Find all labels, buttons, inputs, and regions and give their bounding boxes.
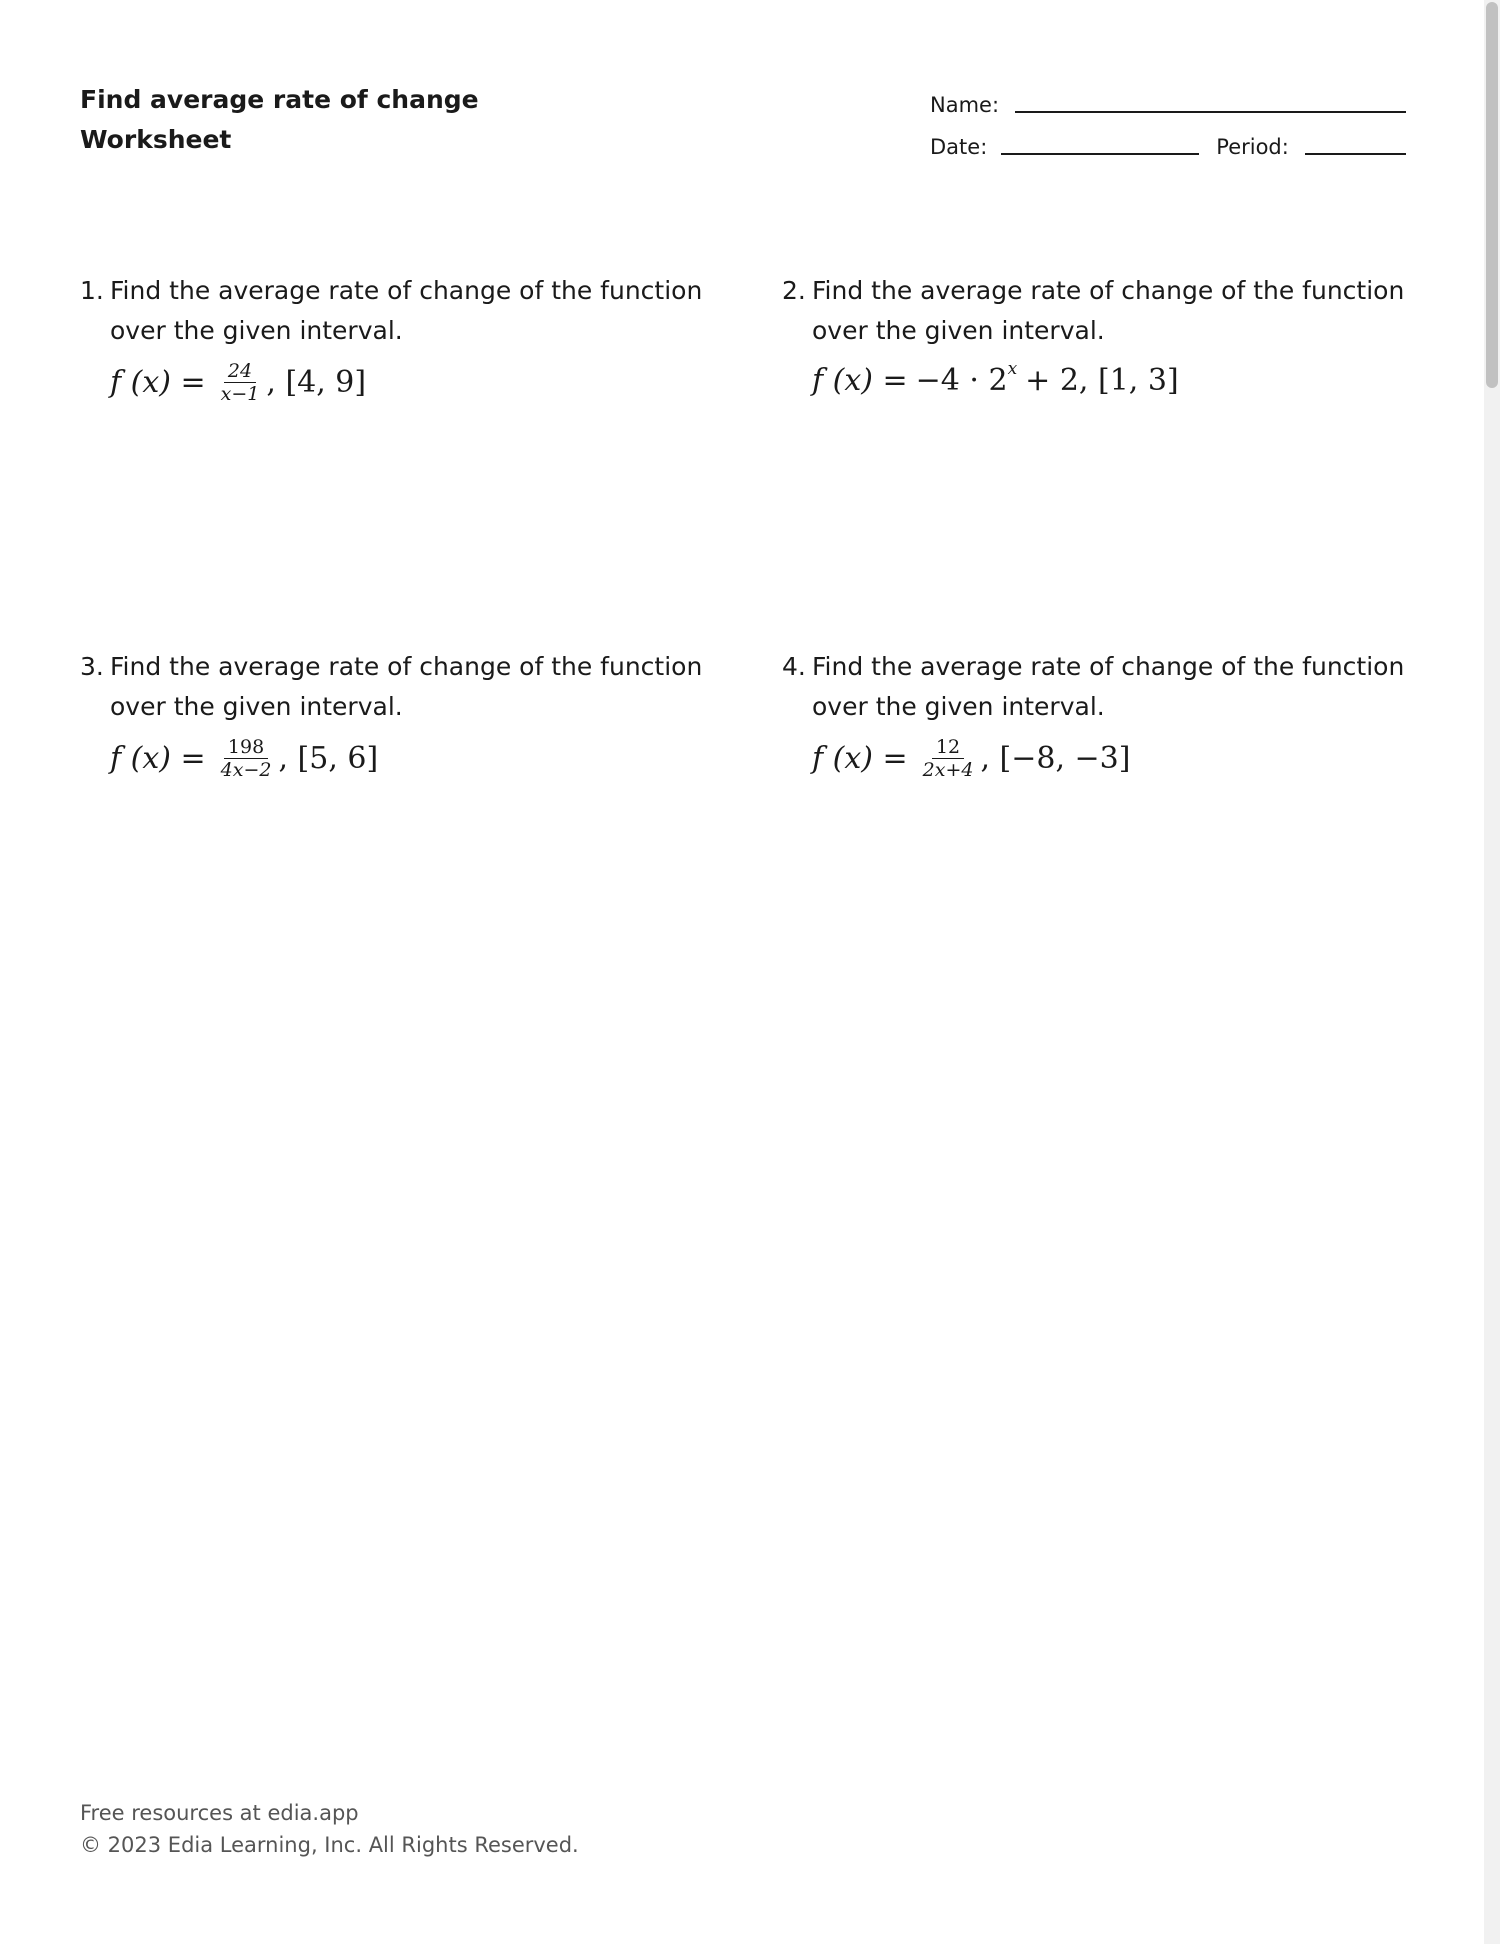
- problem-4: [782, 647, 1422, 780]
- interval: , [−8, −3]: [980, 740, 1131, 776]
- problem-number: 3.: [80, 652, 104, 681]
- fraction: [217, 361, 264, 404]
- date-label: Date:: [930, 135, 988, 159]
- problem-number: 2.: [782, 276, 806, 305]
- problem-equation: [110, 361, 720, 404]
- date-blank-line: [1001, 152, 1199, 155]
- fraction-numerator: 12: [932, 737, 964, 759]
- function-lhs: f (x) =: [110, 364, 206, 400]
- period-label: Period:: [1216, 135, 1289, 159]
- problem-3: [80, 647, 720, 780]
- problem-prompt: Find the average rate of change of the function over the given interval.: [110, 276, 703, 345]
- title-line-2: Worksheet: [80, 125, 232, 154]
- function-lhs: f (x) =: [812, 363, 908, 398]
- fraction-denominator: x−1: [220, 383, 260, 405]
- fraction-denominator: 2x+4: [922, 759, 974, 781]
- problem-equation: [110, 737, 720, 780]
- interval: , [1, 3]: [1078, 363, 1179, 398]
- scrollbar-thumb[interactable]: [1486, 2, 1498, 388]
- function-lhs: f (x) =: [812, 740, 908, 776]
- worksheet-title: [80, 80, 479, 160]
- problem-1: [80, 271, 720, 404]
- expression-tail: + 2: [1025, 363, 1079, 398]
- problem-number: 4.: [782, 652, 806, 681]
- problem-prompt: Find the average rate of change of the function over the given interval.: [812, 652, 1405, 721]
- problem-prompt: Find the average rate of change of the function over the given interval.: [812, 276, 1405, 345]
- problem-equation: [812, 361, 1422, 401]
- footer-resources: Free resources at edia.app: [80, 1801, 359, 1825]
- name-label: Name:: [930, 93, 1000, 117]
- fraction-denominator: 4x−2: [220, 759, 272, 781]
- problem-equation: [812, 737, 1422, 780]
- name-field: [930, 87, 1406, 121]
- fraction: [919, 737, 978, 780]
- footer-copyright: © 2023 Edia Learning, Inc. All Rights Reserved.: [80, 1833, 579, 1857]
- problem-number: 1.: [80, 276, 104, 305]
- fraction-numerator: 24: [224, 361, 256, 383]
- function-lhs: f (x) =: [110, 740, 206, 776]
- problem-2: [782, 271, 1422, 401]
- vertical-scrollbar[interactable]: [1484, 0, 1500, 1944]
- interval: , [5, 6]: [278, 740, 379, 776]
- name-blank-line: [1015, 110, 1406, 113]
- fraction-numerator: 198: [224, 737, 268, 759]
- exponent: x: [1007, 359, 1018, 379]
- title-line-1: Find average rate of change: [80, 85, 479, 114]
- expression-base: −4 · 2: [915, 363, 1008, 398]
- fraction: [217, 737, 276, 780]
- period-blank-line: [1305, 152, 1406, 155]
- date-period-field: [930, 129, 1406, 163]
- problem-prompt: Find the average rate of change of the function over the given interval.: [110, 652, 703, 721]
- interval: , [4, 9]: [266, 364, 367, 400]
- footer: [80, 1797, 579, 1861]
